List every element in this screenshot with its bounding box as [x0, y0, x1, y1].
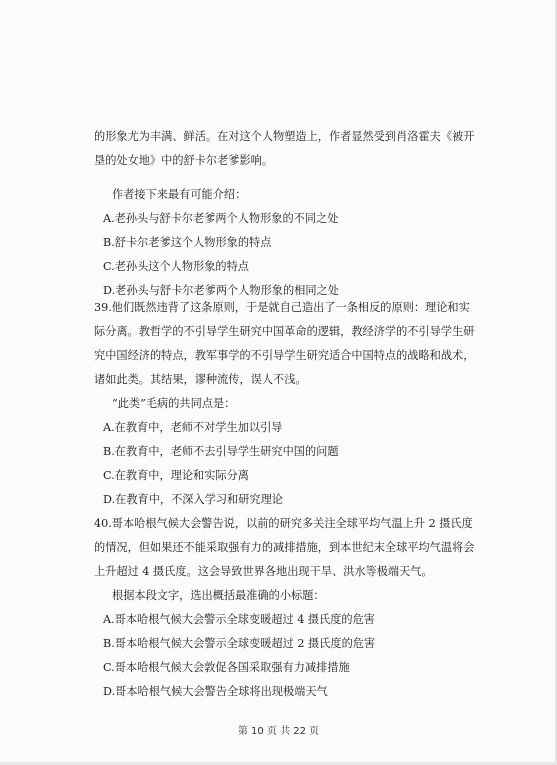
q38-option-b: B.舒卡尔老爹这个人物形象的特点: [103, 236, 272, 249]
q39-option-a: A.在教育中，老师不对学生加以引导: [103, 421, 283, 434]
q38-option-d: D.老孙头与舒卡尔老爹两个人物形象的相同之处: [103, 284, 339, 297]
q39-stem-line-3: 究中国经济的特点，教军事学的不引导学生研究适合中国特点的战略和战术，: [94, 349, 475, 362]
passage-line-1: 的形象尤为丰满、鲜活。在对这个人物塑造上，作者显然受到肖洛霍夫《被开: [94, 130, 475, 143]
q40-option-b: B.哥本哈根气候大会警示全球变暖超过 2 摄氏度的危害: [103, 637, 376, 650]
q39-prompt: “此类”毛病的共同点是：: [112, 397, 236, 410]
q39-option-c: C.在教育中，理论和实际分离: [103, 469, 249, 482]
page-footer: 第 10 页 共 22 页: [237, 726, 320, 737]
q40-option-d: D.哥本哈根气候大会警告全球将出现极端天气: [103, 685, 328, 698]
q39-option-b: B.在教育中，老师不去引导学生研究中国的问题: [103, 445, 339, 458]
passage-line-2: 垦的处女地》中的舒卡尔老爹影响。: [94, 154, 274, 167]
q38-option-a: A.老孙头与舒卡尔老爹两个人物形象的不同之处: [103, 212, 339, 225]
q39-stem-line-4: 诸如此类。其结果，谬种流传，误人不浅。: [94, 373, 307, 386]
q39-stem-line-1: 39.他们既然违背了这条原则，于是就自己造出了一条相反的原则：理论和实: [94, 301, 470, 314]
q38-prompt: 作者接下来最有可能介绍：: [112, 188, 247, 201]
q40-stem-line-3: 上升超过 4 摄氏度。这会导致世界各地出现干旱、洪水等极端天气。: [94, 565, 433, 578]
q40-option-a: A.哥本哈根气候大会警示全球变暖超过 4 摄氏度的危害: [103, 613, 375, 626]
q40-option-c: C.哥本哈根气候大会敦促各国采取强有力减排措施: [103, 661, 350, 674]
q40-stem-line-2: 的情况，但如果还不能采取强有力的减排措施，到本世纪末全球平均气温将会: [94, 541, 475, 554]
q39-option-d: D.在教育中，不深入学习和研究理论: [103, 493, 283, 506]
q40-stem-line-1: 40.哥本哈根气候大会警告说，以前的研究多关注全球平均气温上升 2 摄氏度: [94, 517, 473, 530]
q40-prompt: 根据本段文字，选出概括最准确的小标题：: [112, 589, 325, 602]
q38-option-c: C.老孙头这个人物形象的特点: [103, 260, 249, 273]
q39-stem-line-2: 际分离。教哲学的不引导学生研究中国革命的逻辑，教经济学的不引导学生研: [94, 325, 475, 338]
